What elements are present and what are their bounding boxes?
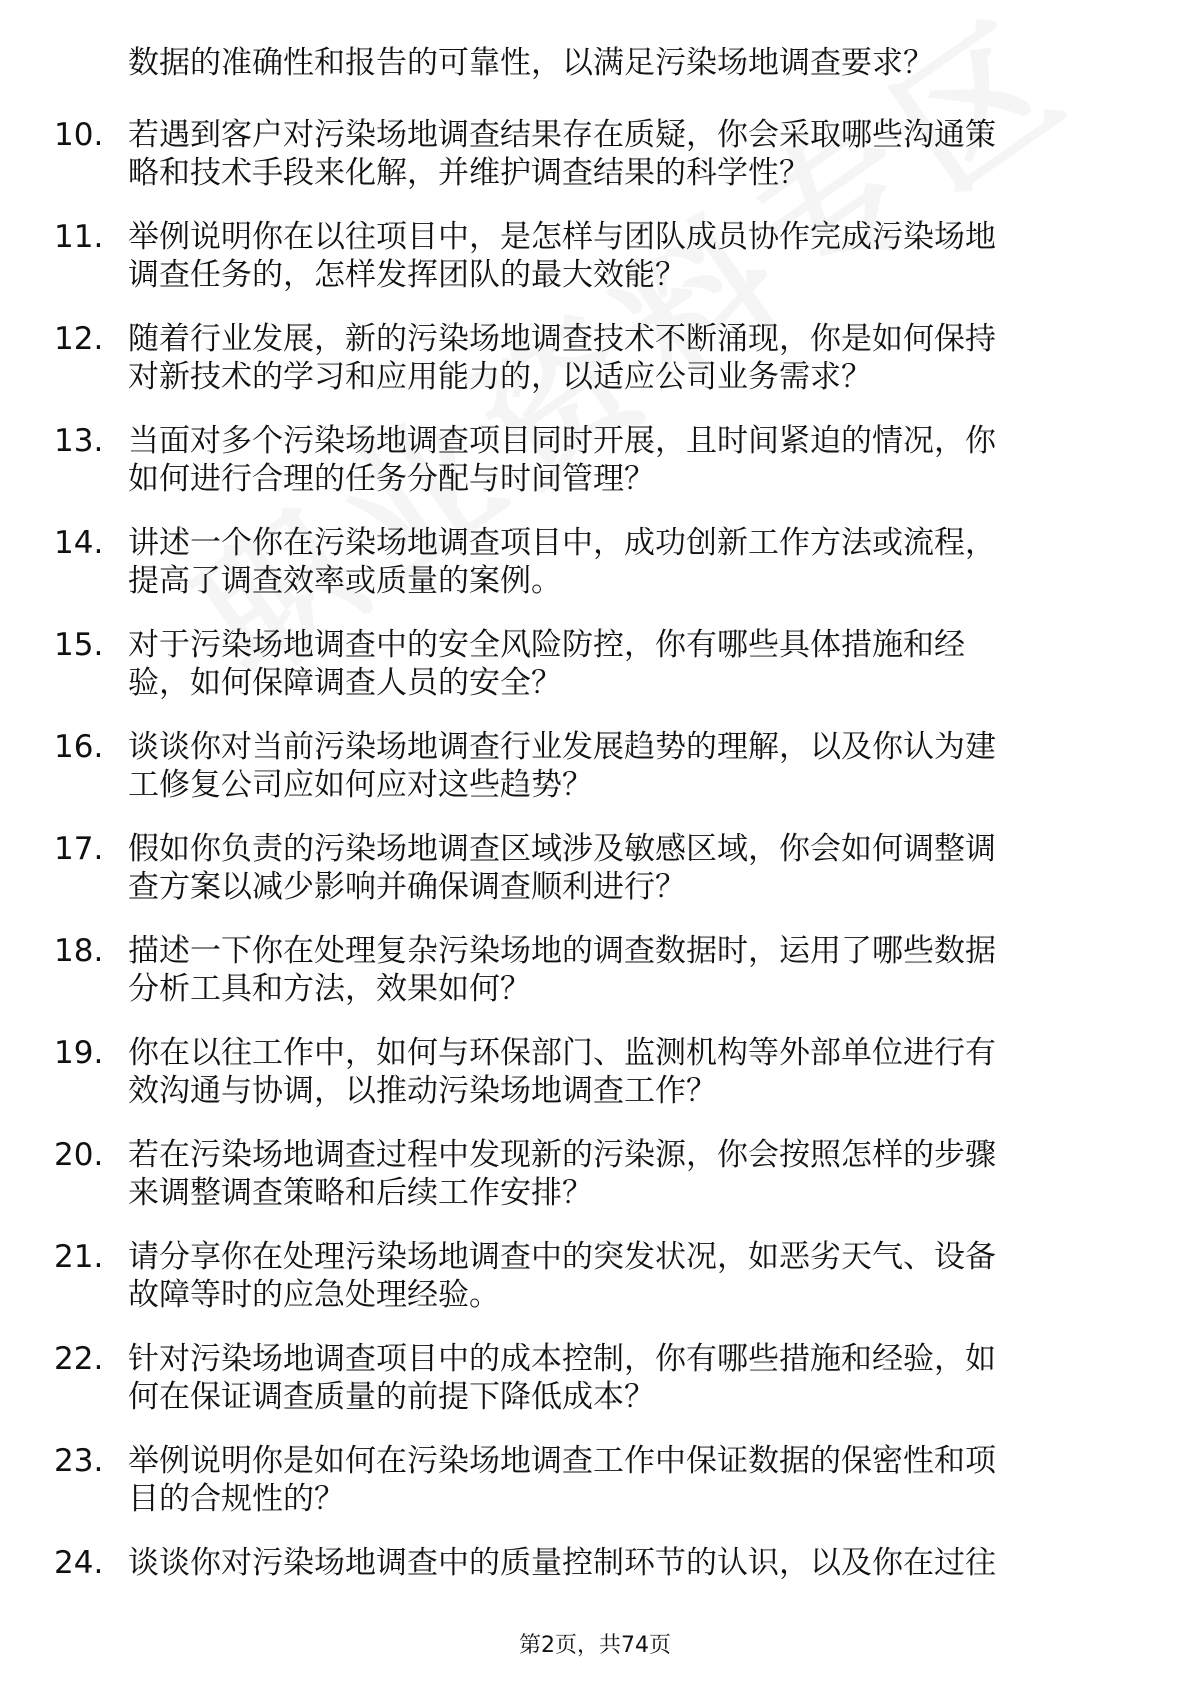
question-item bbox=[54, 1544, 1134, 1646]
question-item bbox=[54, 1136, 1134, 1238]
question-number: 15. bbox=[54, 627, 104, 663]
question-number: 21. bbox=[54, 1239, 104, 1275]
question-item bbox=[54, 626, 1134, 728]
question-number: 14. bbox=[54, 525, 104, 561]
question-text bbox=[128, 1238, 1118, 1340]
question-item bbox=[54, 932, 1134, 1034]
question-item bbox=[54, 1442, 1134, 1544]
question-text-line: 目的合规性的？ bbox=[128, 1481, 345, 1517]
question-text-line: 工修复公司应如何应对这些趋势？ bbox=[128, 767, 593, 803]
question-item bbox=[54, 116, 1134, 218]
question-text-line: 提高了调查效率或质量的案例。 bbox=[128, 563, 562, 599]
question-text-line: 假如你负责的污染场地调查区域涉及敏感区域，你会如何调整调 bbox=[128, 831, 996, 867]
question-text-line: 请分享你在处理污染场地调查中的突发状况，如恶劣天气、设备 bbox=[128, 1239, 996, 1275]
question-text-line: 若遇到客户对污染场地调查结果存在质疑，你会采取哪些沟通策 bbox=[128, 117, 996, 153]
question-text-line: 举例说明你是如何在污染场地调查工作中保证数据的保密性和项 bbox=[128, 1443, 996, 1479]
question-item bbox=[54, 320, 1134, 422]
question-text-line: 谈谈你对当前污染场地调查行业发展趋势的理解，以及你认为建 bbox=[128, 729, 996, 765]
question-text bbox=[128, 728, 1118, 830]
question-text bbox=[128, 320, 1118, 422]
question-list bbox=[54, 116, 1134, 1646]
question-number: 16. bbox=[54, 729, 104, 765]
question-text bbox=[128, 932, 1118, 1034]
question-number: 19. bbox=[54, 1035, 104, 1071]
question-item bbox=[54, 1034, 1134, 1136]
question-text bbox=[128, 524, 1118, 626]
question-item bbox=[54, 830, 1134, 932]
question-text-line: 举例说明你在以往项目中，是怎样与团队成员协作完成污染场地 bbox=[128, 219, 996, 255]
question-text-line: 你在以往工作中，如何与环保部门、监测机构等外部单位进行有 bbox=[128, 1035, 996, 1071]
question-text bbox=[128, 1340, 1118, 1442]
question-text-line: 如何进行合理的任务分配与时间管理？ bbox=[128, 461, 655, 497]
question-item bbox=[54, 728, 1134, 830]
question-number: 20. bbox=[54, 1137, 104, 1173]
question-number: 12. bbox=[54, 321, 104, 357]
question-number: 23. bbox=[54, 1443, 104, 1479]
question-text-line: 何在保证调查质量的前提下降低成本？ bbox=[128, 1379, 655, 1415]
continued-question-text: 数据的准确性和报告的可靠性，以满足污染场地调查要求？ bbox=[128, 45, 934, 81]
question-text-line: 随着行业发展，新的污染场地调查技术不断涌现，你是如何保持 bbox=[128, 321, 996, 357]
question-item bbox=[54, 524, 1134, 626]
page-footer: 第2页，共74页 bbox=[519, 1633, 671, 1658]
question-text-line: 故障等时的应急处理经验。 bbox=[128, 1277, 500, 1313]
question-number: 24. bbox=[54, 1545, 104, 1581]
question-item bbox=[54, 218, 1134, 320]
question-text-line: 验，如何保障调查人员的安全？ bbox=[128, 665, 562, 701]
question-text bbox=[128, 626, 1118, 728]
question-text bbox=[128, 218, 1118, 320]
question-item bbox=[54, 422, 1134, 524]
question-text bbox=[128, 1136, 1118, 1238]
question-text-line: 对新技术的学习和应用能力的，以适应公司业务需求？ bbox=[128, 359, 872, 395]
question-text-line: 谈谈你对污染场地调查中的质量控制环节的认识，以及你在过往 bbox=[128, 1545, 996, 1581]
question-item bbox=[54, 1340, 1134, 1442]
question-number: 11. bbox=[54, 219, 104, 255]
question-text-line: 讲述一个你在污染场地调查项目中，成功创新工作方法或流程， bbox=[128, 525, 996, 561]
question-text-line: 当面对多个污染场地调查项目同时开展，且时间紧迫的情况，你 bbox=[128, 423, 996, 459]
question-number: 17. bbox=[54, 831, 104, 867]
question-number: 13. bbox=[54, 423, 104, 459]
question-text bbox=[128, 116, 1118, 218]
question-number: 18. bbox=[54, 933, 104, 969]
question-number: 22. bbox=[54, 1341, 104, 1377]
question-text-line: 若在污染场地调查过程中发现新的污染源，你会按照怎样的步骤 bbox=[128, 1137, 996, 1173]
question-text bbox=[128, 830, 1118, 932]
question-text bbox=[128, 1544, 1118, 1646]
question-text-line: 对于污染场地调查中的安全风险防控，你有哪些具体措施和经 bbox=[128, 627, 965, 663]
question-text bbox=[128, 1034, 1118, 1136]
question-text-line: 略和技术手段来化解，并维护调查结果的科学性？ bbox=[128, 155, 810, 191]
question-text-line: 针对污染场地调查项目中的成本控制，你有哪些措施和经验，如 bbox=[128, 1341, 996, 1377]
question-item bbox=[54, 1238, 1134, 1340]
question-number: 10. bbox=[54, 117, 104, 153]
question-text bbox=[128, 422, 1118, 524]
question-text-line: 效沟通与协调，以推动污染场地调查工作？ bbox=[128, 1073, 717, 1109]
question-text-line: 描述一下你在处理复杂污染场地的调查数据时，运用了哪些数据 bbox=[128, 933, 996, 969]
question-text-line: 调查任务的，怎样发挥团队的最大效能？ bbox=[128, 257, 686, 293]
question-text bbox=[128, 1442, 1118, 1544]
question-text-line: 来调整调查策略和后续工作安排？ bbox=[128, 1175, 593, 1211]
question-text-line: 查方案以减少影响并确保调查顺利进行？ bbox=[128, 869, 686, 905]
question-text-line: 分析工具和方法，效果如何？ bbox=[128, 971, 531, 1007]
